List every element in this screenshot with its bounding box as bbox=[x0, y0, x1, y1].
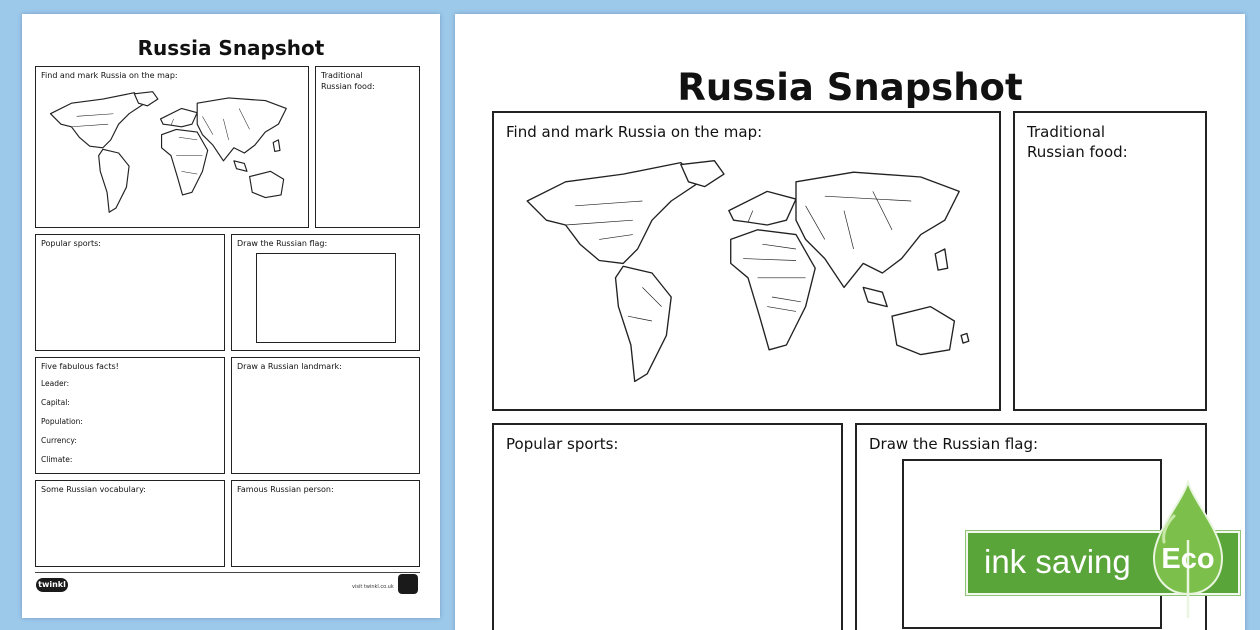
map-box-large bbox=[492, 111, 1001, 411]
facts-label: Five fabulous facts! bbox=[41, 362, 119, 371]
fact-climate: Climate: bbox=[41, 455, 73, 464]
fact-population: Population: bbox=[41, 417, 83, 426]
vocab-label: Some Russian vocabulary: bbox=[41, 485, 146, 494]
food-label-large: Traditional Russian food: bbox=[1027, 123, 1128, 162]
sports-label: Popular sports: bbox=[41, 239, 101, 248]
flag-box bbox=[231, 234, 420, 351]
facts-box bbox=[35, 357, 225, 474]
sports-box-large bbox=[492, 423, 843, 630]
map-label-large: Find and mark Russia on the map: bbox=[506, 123, 763, 141]
worksheet-title: Russia Snapshot bbox=[137, 36, 325, 60]
sports-box bbox=[35, 234, 225, 351]
footer-url: visit twinkl.co.uk bbox=[352, 584, 394, 590]
twinkl-logo: twinkl bbox=[36, 578, 68, 592]
map-box bbox=[35, 66, 309, 228]
map-label: Find and mark Russia on the map: bbox=[41, 71, 178, 80]
landmark-label: Draw a Russian landmark: bbox=[237, 362, 342, 371]
worksheet-thumbnail[interactable] bbox=[22, 14, 440, 618]
world-map-large bbox=[502, 153, 994, 393]
eco-label: Eco bbox=[1161, 543, 1215, 575]
fact-capital: Capital: bbox=[41, 398, 70, 407]
landmark-box bbox=[231, 357, 420, 474]
ink-saving-text: ink saving bbox=[984, 543, 1131, 580]
worksheet-title-large: Russia Snapshot bbox=[677, 66, 1023, 109]
sports-label-large: Popular sports: bbox=[506, 435, 619, 453]
fact-leader: Leader: bbox=[41, 379, 70, 388]
flag-label-large: Draw the Russian flag: bbox=[869, 435, 1039, 453]
vocab-box bbox=[35, 480, 225, 567]
person-box bbox=[231, 480, 420, 567]
world-map bbox=[40, 85, 302, 221]
food-box-large bbox=[1013, 111, 1207, 411]
food-box bbox=[315, 66, 420, 228]
twinkl-badge-icon bbox=[398, 574, 418, 594]
person-label: Famous Russian person: bbox=[237, 485, 334, 494]
flag-drawing-frame bbox=[256, 253, 396, 343]
fact-currency: Currency: bbox=[41, 436, 77, 445]
flag-label: Draw the Russian flag: bbox=[237, 239, 328, 248]
footer-divider bbox=[35, 572, 420, 573]
food-label: Traditional Russian food: bbox=[321, 71, 375, 91]
